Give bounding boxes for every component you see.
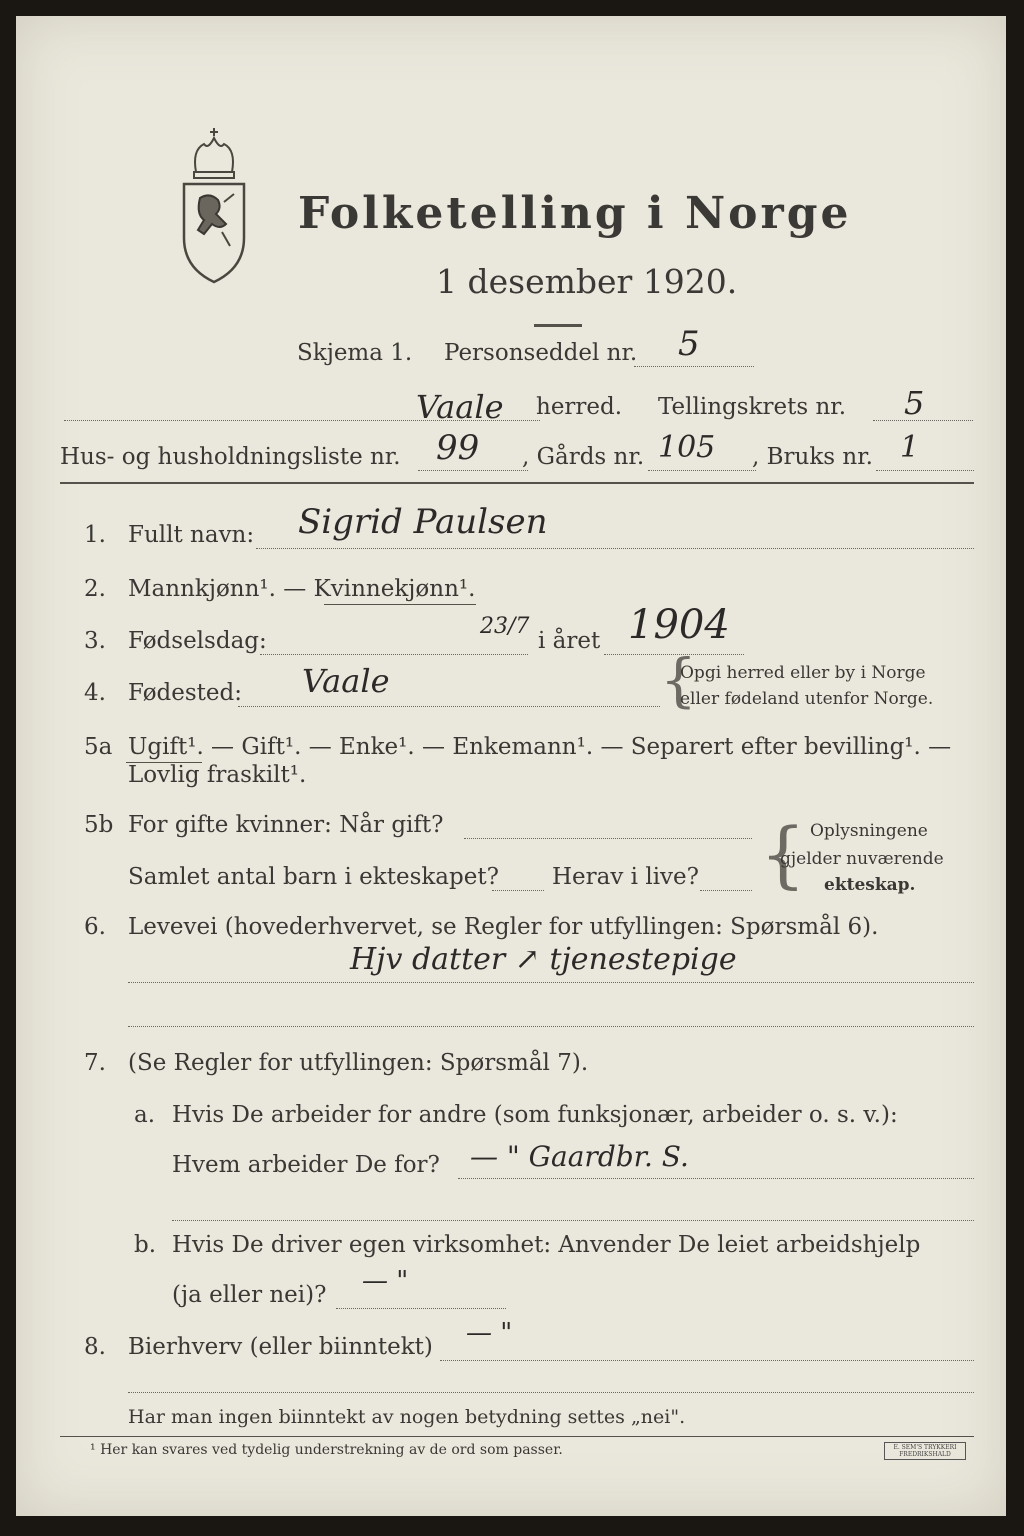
title-divider (534, 324, 582, 327)
q7b-line (336, 1308, 506, 1309)
q3-number: 3. (84, 628, 106, 654)
hus-line (418, 470, 528, 471)
q7a-value: — " Gaardbr. S. (470, 1140, 689, 1173)
q5b-text3: Herav i live? (552, 864, 699, 890)
tellingskrets-label: Tellingskrets nr. (658, 394, 847, 420)
q7a-text: Hvis De arbeider for andre (som funksjonær, arbeider o. s. v.): (172, 1102, 898, 1128)
q3-aaret-label: i året (538, 628, 601, 654)
q7a-text2: Hvem arbeider De for? (172, 1152, 440, 1178)
gards-value: 105 (658, 430, 716, 465)
q4-label: Fødested: (128, 680, 243, 706)
q7a-line1 (458, 1178, 974, 1179)
tellingskrets-value: 5 (904, 384, 925, 422)
q4-number: 4. (84, 680, 106, 706)
q8-line1 (440, 1360, 974, 1361)
q1-number: 1. (84, 522, 106, 548)
q6-text: Levevei (hovederhvervet, se Regler for utfyllingen: Spørsmål 6). (128, 914, 879, 940)
footnote: ¹ Her kan svares ved tydelig understrekning av de ord som passer. (90, 1442, 563, 1458)
q3-day-line (260, 654, 528, 655)
q5b-text2: Samlet antal barn i ekteskapet? (128, 864, 499, 890)
q5a-text2: Lovlig fraskilt¹. (128, 762, 307, 788)
q6-line1 (128, 982, 974, 983)
q1-value: Sigrid Paulsen (298, 502, 548, 542)
skjema-label: Skjema 1. (297, 340, 413, 366)
q5a-number: 5a (84, 734, 113, 760)
q2-underline (324, 604, 476, 605)
q2-number: 2. (84, 576, 106, 602)
q5b-note-line2: gjelder nuværende (780, 849, 944, 869)
q8-line2 (128, 1392, 974, 1393)
hus-label: Hus- og husholdningsliste nr. (60, 444, 401, 470)
personseddel-value: 5 (678, 324, 700, 364)
q7a-line2 (172, 1220, 974, 1221)
census-date: 1 desember 1920. (436, 262, 738, 301)
q6-line2 (128, 1026, 974, 1027)
q5b-text1: For gifte kvinner: Når gift? (128, 812, 444, 838)
bruks-line (876, 470, 974, 471)
income-note: Har man ingen biinntekt av nogen betydning settes „nei". (128, 1406, 686, 1428)
q2-text: Mannkjønn¹. — Kvinnekjønn¹. (128, 576, 476, 602)
q5b-number: 5b (84, 812, 114, 838)
q3-year-value: 1904 (628, 602, 730, 648)
q3-label: Fødselsdag: (128, 628, 267, 654)
stamp-line1: E. SEM'S TRYKKERI (893, 1444, 957, 1451)
q7b-text2: (ja eller nei)? (172, 1282, 327, 1308)
footer-divider (60, 1436, 974, 1437)
q4-note-brace: { (660, 646, 697, 714)
q5a-text: Ugift¹. — Gift¹. — Enke¹. — Enkemann¹. — Separert efter bevilling¹. — (128, 734, 952, 760)
q5b-note-brace: { (760, 812, 806, 896)
gards-label: , Gårds nr. (522, 444, 645, 470)
q5b-barn-line (492, 890, 544, 891)
bruks-value: 1 (900, 430, 920, 465)
norway-coat-of-arms-icon (174, 124, 254, 294)
bruks-label: , Bruks nr. (752, 444, 873, 470)
printer-stamp (884, 1442, 966, 1460)
q5b-note-line3: ekteskap. (824, 875, 916, 895)
herred-label: herred. (536, 394, 623, 420)
q7b-text: Hvis De driver egen virksomhet: Anvender De leiet arbeidshjelp (172, 1232, 921, 1258)
q3-day-value: 23/7 (480, 614, 530, 639)
q4-note-line2: eller fødeland utenfor Norge. (680, 689, 934, 709)
q6-number: 6. (84, 914, 106, 940)
gards-line (648, 470, 756, 471)
census-form (16, 16, 1006, 1516)
q7-text: (Se Regler for utfyllingen: Spørsmål 7). (128, 1050, 589, 1076)
header-divider (60, 482, 974, 484)
q4-value: Vaale (302, 662, 390, 700)
q5b-note-line1: Oplysningene (810, 821, 928, 841)
q8-value: — " (466, 1318, 513, 1348)
q4-line (238, 706, 660, 707)
q8-text: Bierhverv (eller biinntekt) (128, 1334, 433, 1360)
q6-value: Hjv datter ↗ tjenestepige (350, 942, 737, 977)
q1-line (256, 548, 974, 549)
q7a-letter: a. (134, 1102, 156, 1128)
q5b-gift-line (464, 838, 752, 839)
form-title: Folketelling i Norge (298, 188, 852, 239)
q7b-letter: b. (134, 1232, 157, 1258)
stamp-line2: FREDRIKSHALD (899, 1451, 951, 1458)
q7b-value: — " (362, 1266, 409, 1296)
q4-note-line1: Opgi herred eller by i Norge (680, 663, 926, 683)
q1-label: Fullt navn: (128, 522, 255, 548)
q8-number: 8. (84, 1334, 106, 1360)
hus-value: 99 (436, 428, 480, 468)
personseddel-label: Personseddel nr. (444, 340, 638, 366)
q5b-live-line (700, 890, 752, 891)
herred-value: Vaale (416, 388, 504, 426)
q7-number: 7. (84, 1050, 106, 1076)
personseddel-line (634, 366, 754, 367)
